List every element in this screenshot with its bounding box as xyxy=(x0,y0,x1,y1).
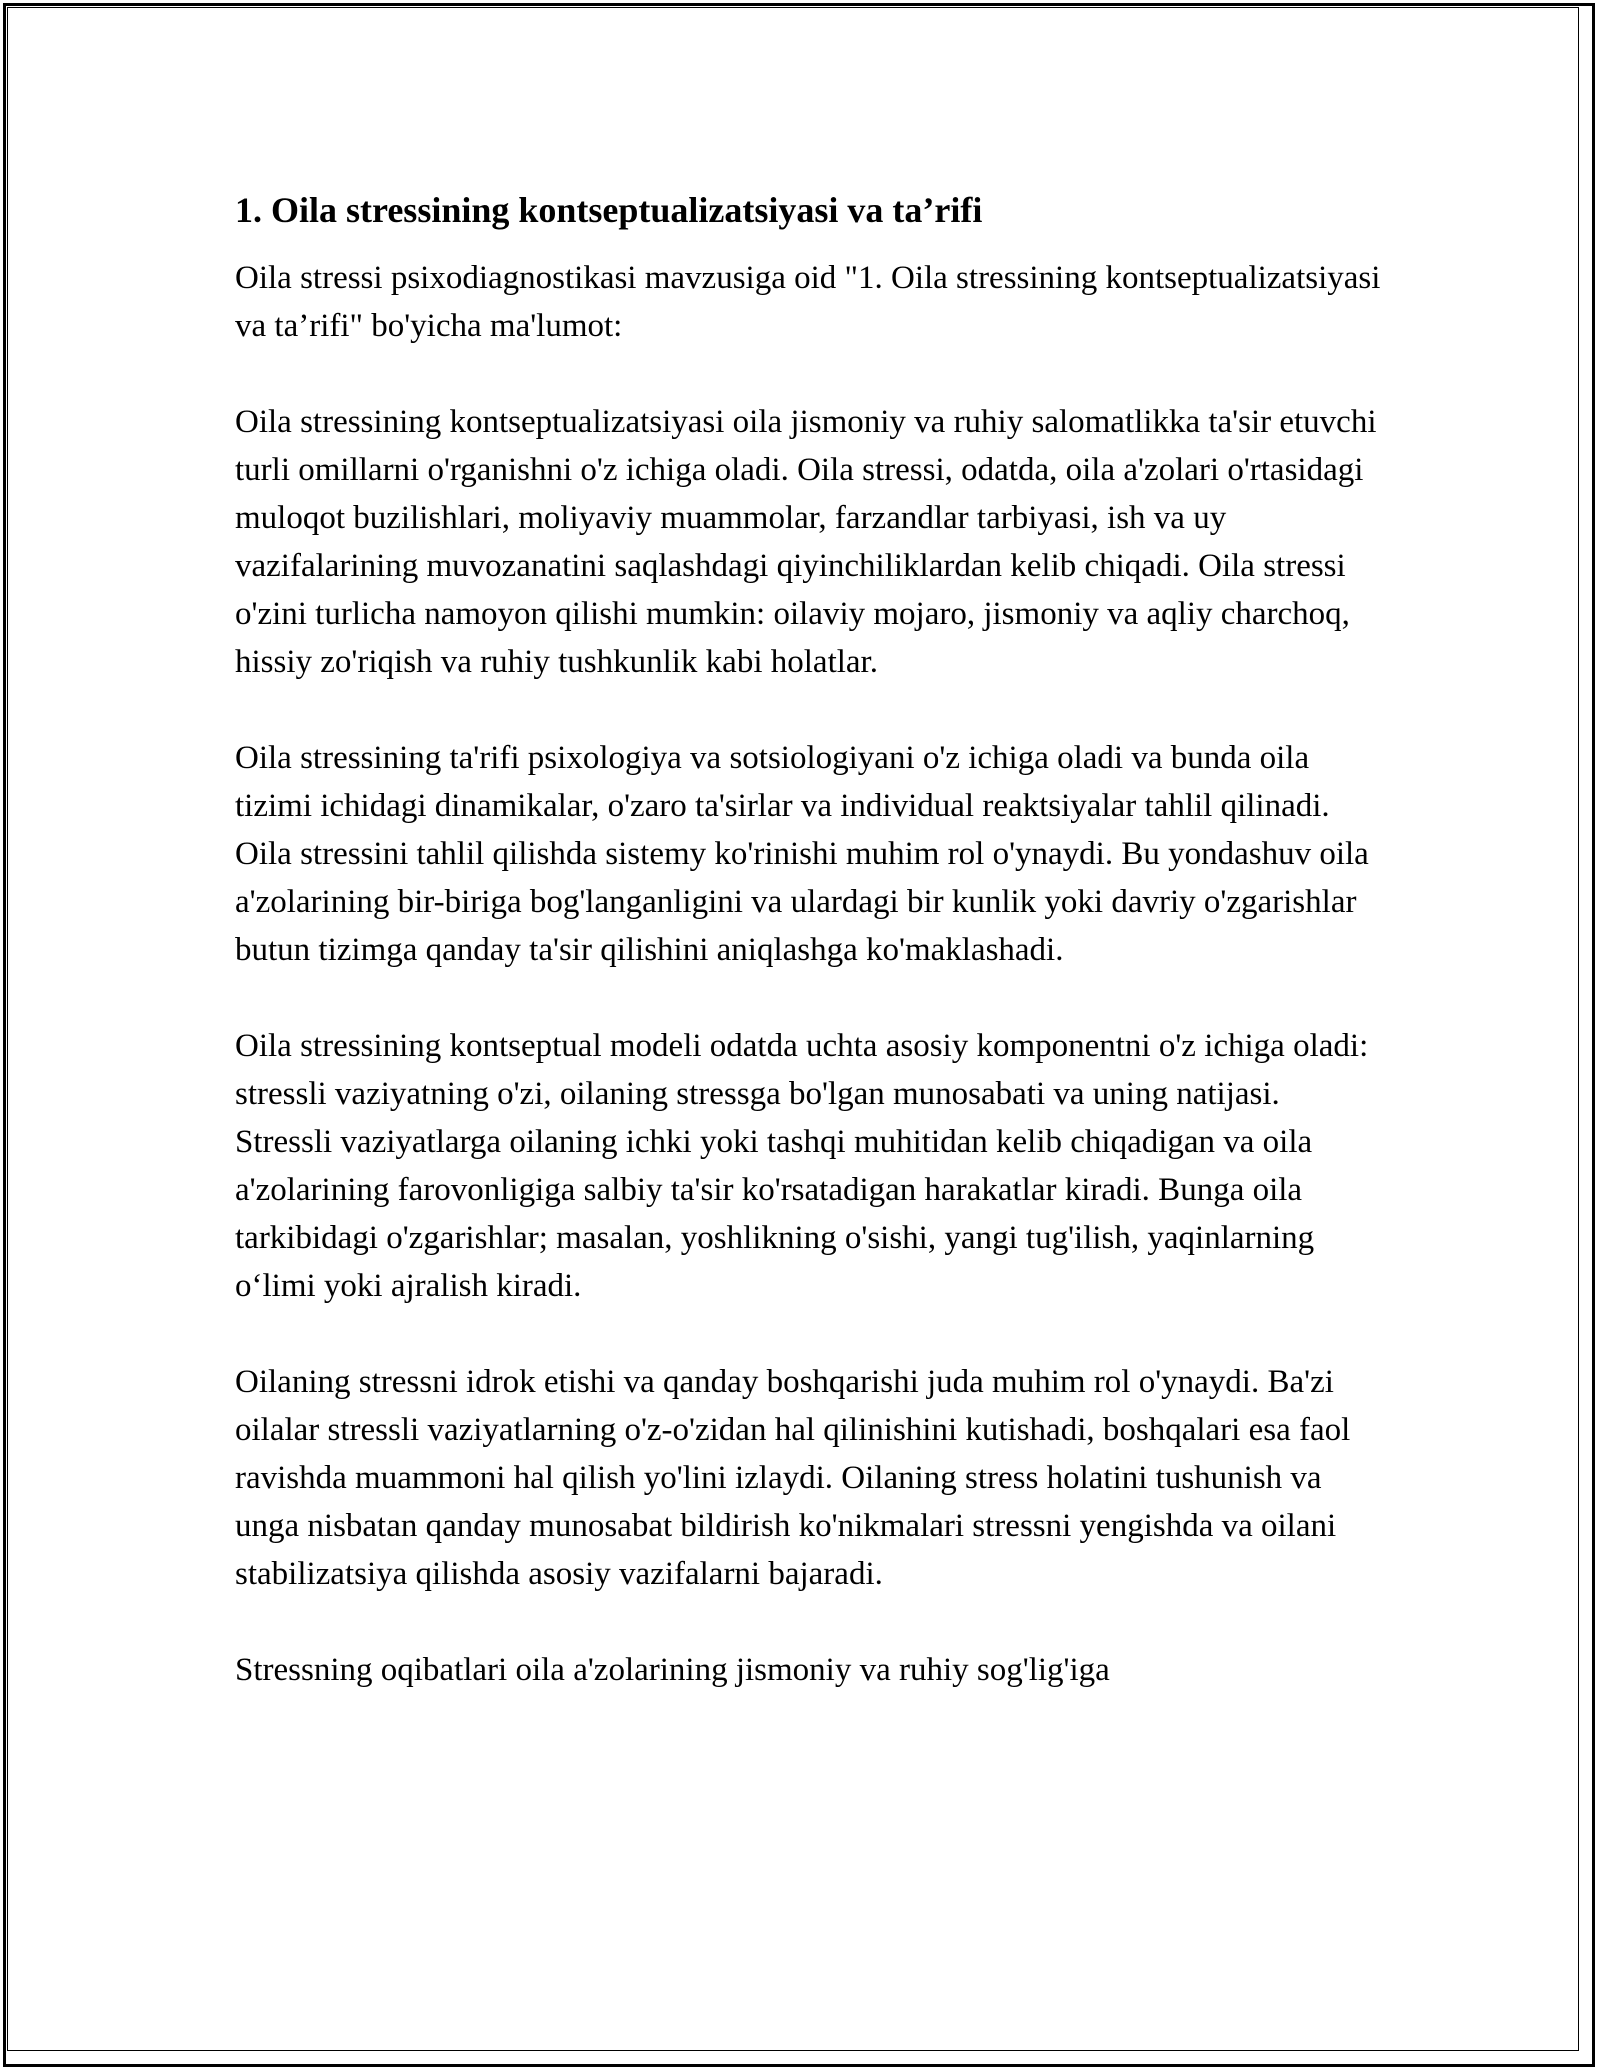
paragraph-intro: Oila stressi psixodiagnostikasi mavzusiga oid "1. Oila stressining kontseptualizatsiyasi va ta’rifi" bo'yicha ma'lumot: xyxy=(235,260,1381,344)
paragraph-conceptual-model: Oila stressining kontseptual modeli odatda uchta asosiy komponentni o'z ichiga oladi: stressli vaziyatning o'zi, oilaning stressga bo'lgan munosabati va uning natijasi. Stressli vaziyatlarga oilaning ichki yoki tashqi muhitidan kelib chiqadigan va oila a'zolarining farovonligiga salbiy ta'sir ko'rsatadigan harakatlar kiradi. Bunga oila tarkibidagi o'zgarishlar; masalan, yoshlikning o'sishi, yangi tug'ilish, yaqinlarning o‘limi yoki ajralish kiradi. xyxy=(235,1028,1369,1304)
paragraph-consequences: Stressning oqibatlari oila a'zolarining jismoniy va ruhiy sog'lig'iga xyxy=(235,1652,1110,1688)
section-heading: 1. Oila stressining kontseptualizatsiyasi va ta’rifi xyxy=(235,190,983,230)
paragraph-perception: Oilaning stressni idrok etishi va qanday boshqarishi juda muhim rol o'ynaydi. Ba'zi oilalar stressli vaziyatlarning o'z-o'zidan hal qilinishini kutishadi, boshqalari esa faol ravishda muammoni hal qilish yo'lini izlaydi. Oilaning stress holatini tushunish va unga nisbatan qanday munosabat bildirish ko'nikmalari stressni yengishda va oilani stabilizatsiya qilishda asosiy vazifalarni bajaradi. xyxy=(235,1364,1351,1592)
document-body xyxy=(235,186,1385,1694)
paragraph-definition: Oila stressining ta'rifi psixologiya va sotsiologiyani o'z ichiga oladi va bunda oila tizimi ichidagi dinamikalar, o'zaro ta'sirlar va individual reaktsiyalar tahlil qilinadi. Oila stressini tahlil qilishda sistemy ko'rinishi muhim rol o'ynaydi. Bu yondashuv oila a'zolarining bir-biriga bog'langanligini va ulardagi bir kunlik yoki davriy o'zgarishlar butun tizimga qanday ta'sir qilishini aniqlashga ko'maklashadi. xyxy=(235,740,1369,968)
paragraph-conceptualization: Oila stressining kontseptualizatsiyasi oila jismoniy va ruhiy salomatlikka ta'sir etuvchi turli omillarni o'rganishni o'z ichiga oladi. Oila stressi, odatda, oila a'zolari o'rtasidagi muloqot buzilishlari, moliyaviy muammolar, farzandlar tarbiyasi, ish va uy vazifalarining muvozanatini saqlashdagi qiyinchiliklardan kelib chiqadi. Oila stressi o'zini turlicha namoyon qilishi mumkin: oilaviy mojaro, jismoniy va aqliy charchoq, hissiy zo'riqish va ruhiy tushkunlik kabi holatlar. xyxy=(235,404,1377,680)
